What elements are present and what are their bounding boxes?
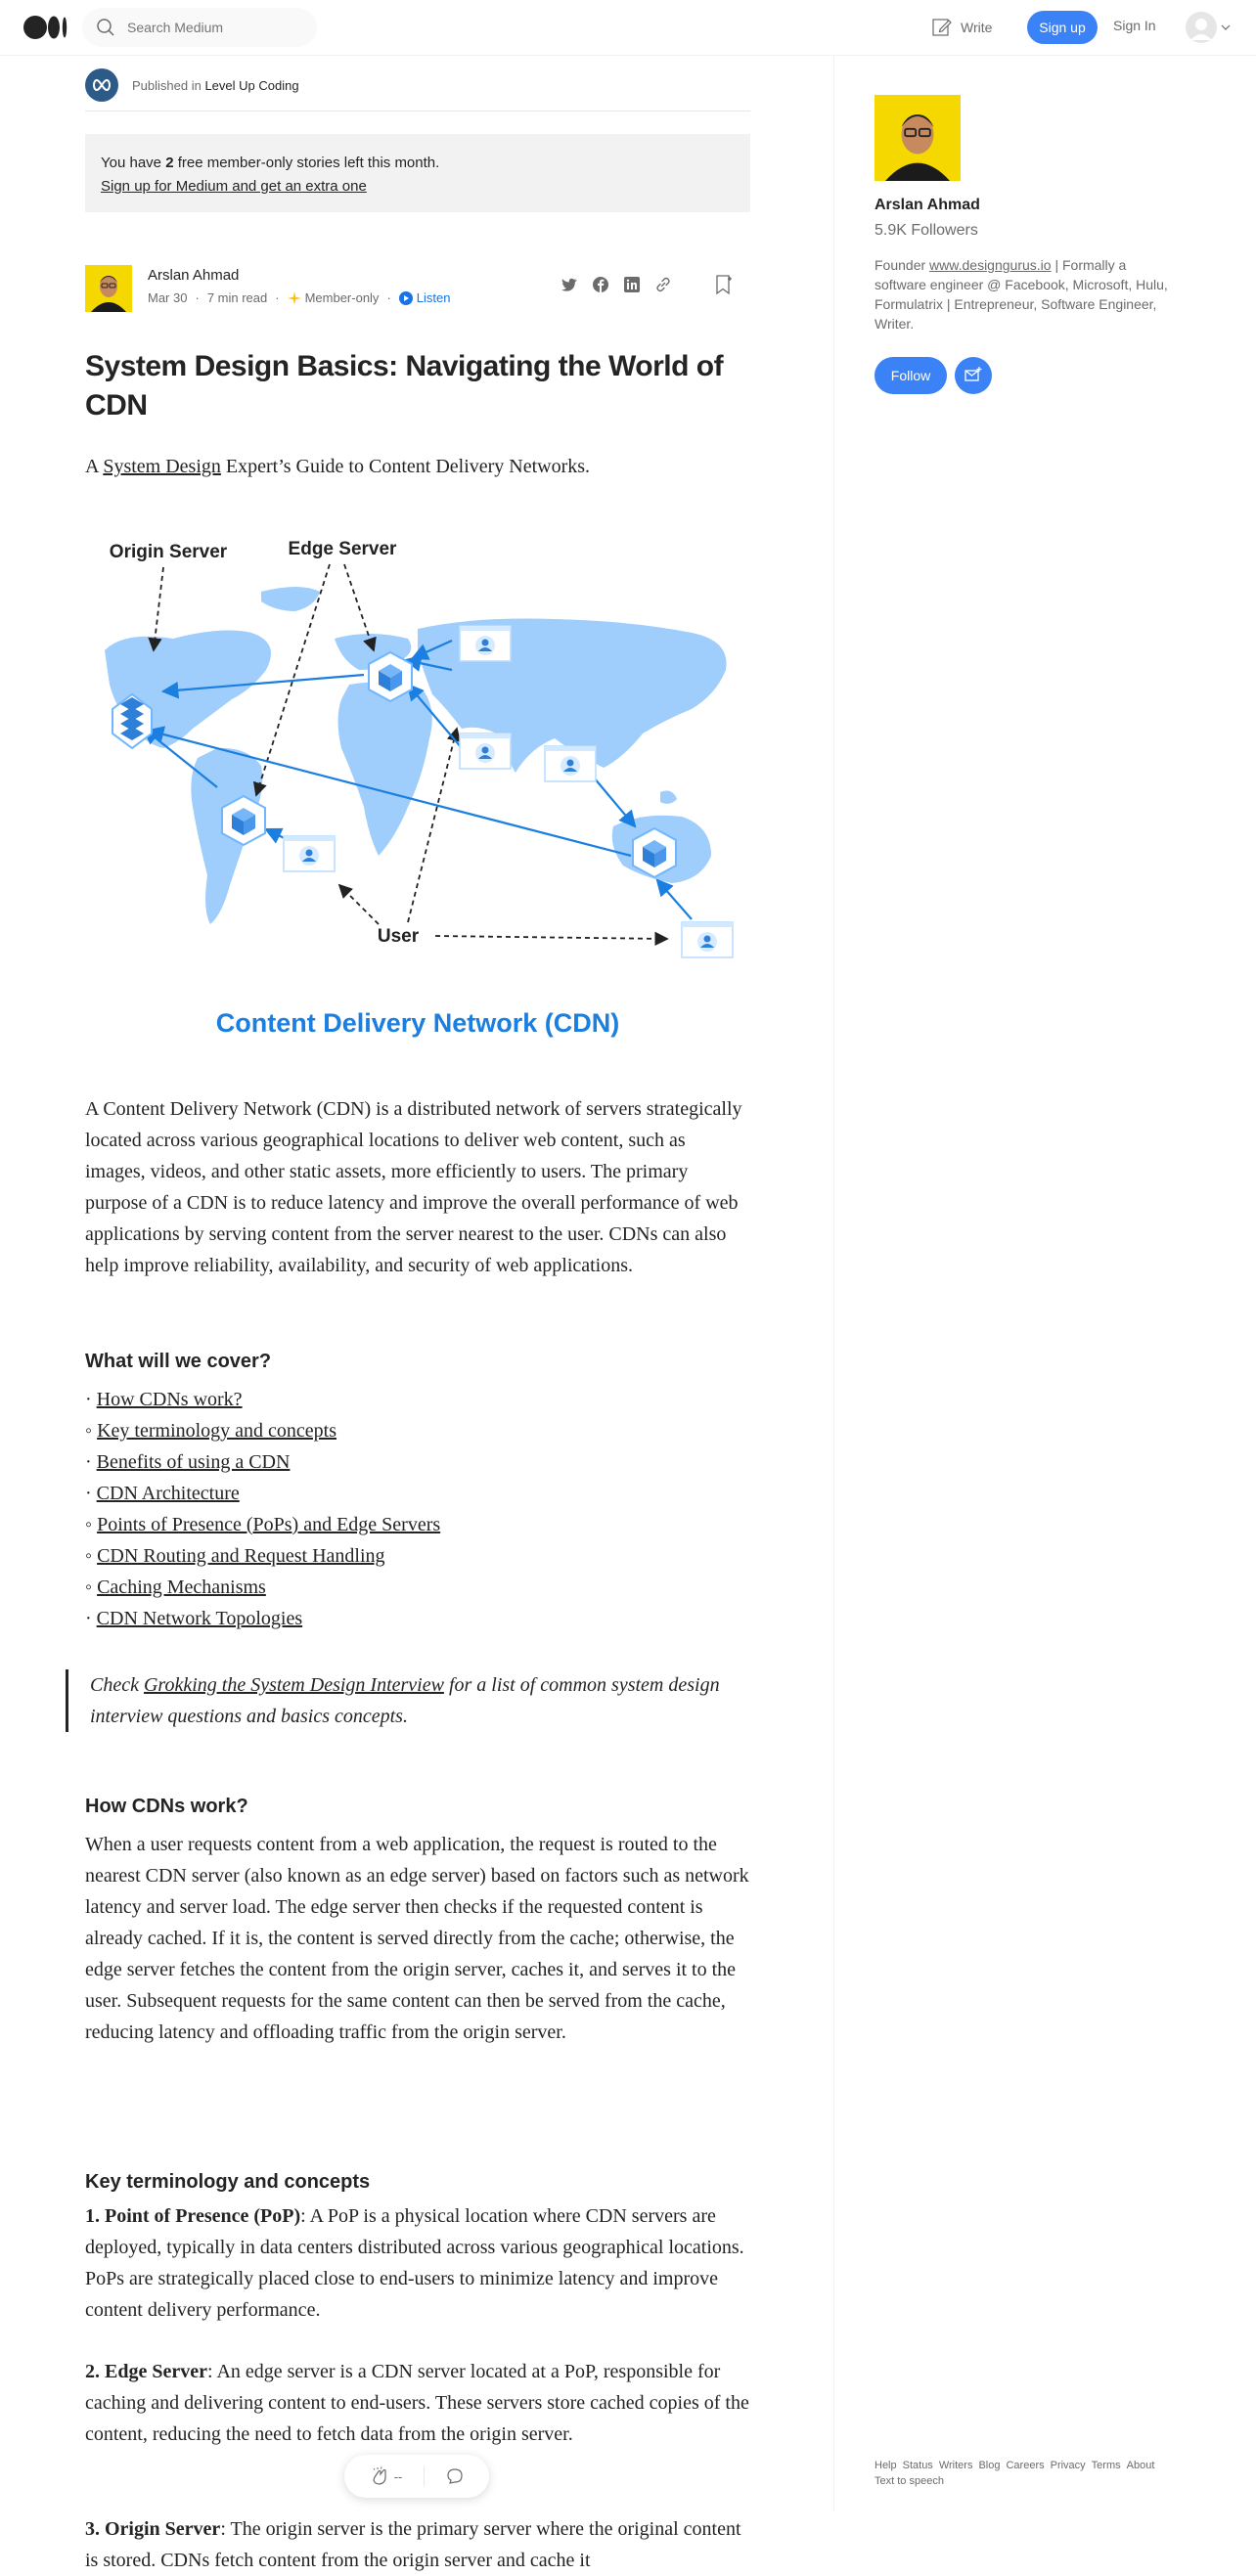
publish-date: Mar 30 (148, 290, 188, 305)
link-icon[interactable] (653, 275, 673, 294)
publication-logo[interactable] (85, 68, 118, 102)
cdn-diagram-figure (85, 523, 750, 1110)
footer-links (875, 2458, 1188, 2473)
world-map (105, 587, 727, 924)
write-icon (931, 17, 953, 38)
system-design-link[interactable]: System Design (103, 456, 221, 477)
origin-server-label: Origin Server (109, 542, 228, 562)
footer-link[interactable]: Writers (938, 2460, 973, 2471)
follow-button[interactable]: Follow (875, 357, 947, 394)
member-only-banner (85, 134, 750, 212)
pop-definition: : A PoP is a physical location where CDN servers are deployed, typically in data centers distributed across various geographical locations. PoPs are strategically placed close to end-users to minimize latency and improve content delivery performance. (85, 2205, 744, 2321)
user-window-icon (460, 733, 511, 769)
play-icon (399, 291, 413, 305)
intro-paragraph: A Content Delivery Network (CDN) is a distributed network of servers strategically located across various geographical locations to deliver web content, such as images, videos, and other static assets, more efficiently to users. The primary purpose of a CDN is to reduce latency and improve the overall performance of web applications by serving content from the server nearest to the user. CDNs can also help improve reliability, availability, and security of web applications. (85, 1098, 742, 1276)
toc-link[interactable]: Points of Presence (PoPs) and Edge Servers (97, 1514, 441, 1535)
edge-server-icon (369, 652, 412, 701)
toc-bullet: · (85, 1451, 92, 1473)
toc-bullet: · (85, 1389, 92, 1410)
section-heading-how: How CDNs work? (85, 1796, 248, 1817)
quote-text-a: Check (90, 1674, 144, 1696)
top-navigation-bar (0, 0, 1256, 56)
footer-link[interactable]: Help (875, 2460, 897, 2471)
pull-quote (66, 1669, 750, 1732)
toc-item (85, 1446, 750, 1478)
edge-server-label: Edge Server (288, 539, 397, 559)
read-time: 7 min read (206, 290, 268, 305)
user-label: User (377, 926, 420, 947)
table-of-contents (85, 1384, 750, 1634)
subscribe-email-button[interactable] (955, 357, 992, 394)
bio-text-a: Founder (875, 257, 930, 273)
edge-server-paragraph (85, 2356, 750, 2450)
sign-up-button[interactable]: Sign up (1027, 11, 1098, 44)
toc-item (85, 1415, 750, 1446)
mail-plus-icon (964, 366, 983, 385)
toc-link[interactable]: Key terminology and concepts (97, 1420, 337, 1442)
user-window-icon (682, 922, 733, 957)
footer-link[interactable]: Status (902, 2460, 933, 2471)
edge-server-icon (633, 828, 676, 877)
member-text-a: You have (101, 155, 166, 171)
sign-up-extra-link[interactable]: Sign up for Medium and get an extra one (101, 178, 367, 195)
search-input[interactable] (127, 8, 303, 47)
sidebar-footer (875, 2458, 1188, 2489)
clap-icon (369, 2465, 390, 2487)
bookmark-icon[interactable] (711, 273, 735, 296)
author-name[interactable]: Arslan Ahmad (148, 267, 240, 284)
facebook-icon[interactable] (591, 275, 610, 294)
toc-item (85, 1478, 750, 1509)
toc-item (85, 1384, 750, 1415)
origin-term: 3. Origin Server (85, 2518, 221, 2540)
edge-term: 2. Edge Server (85, 2361, 207, 2382)
linkedin-icon[interactable] (622, 275, 642, 294)
user-menu[interactable] (1186, 12, 1233, 43)
footer-link[interactable]: Terms (1091, 2460, 1121, 2471)
article-subtitle (85, 452, 750, 481)
write-label: Write (961, 20, 993, 35)
toc-link[interactable]: How CDNs work? (96, 1389, 243, 1410)
toc-link[interactable]: CDN Routing and Request Handling (97, 1545, 385, 1567)
member-only-badge (288, 290, 380, 305)
published-in-prefix: Published in (132, 77, 202, 93)
share-icons (560, 275, 673, 294)
user-window-icon (545, 746, 596, 781)
user-window-icon (460, 626, 511, 661)
search-box[interactable] (82, 8, 317, 47)
meta-separator: · (275, 290, 280, 305)
author-portrait-icon (875, 95, 961, 181)
twitter-icon[interactable] (560, 275, 579, 294)
user-pointer-arrow (435, 936, 667, 939)
listen-button[interactable] (399, 290, 451, 305)
sign-in-link[interactable]: Sign In (1113, 18, 1156, 33)
footer-link[interactable]: About (1126, 2460, 1155, 2471)
write-button[interactable] (931, 15, 992, 40)
sidebar-divider (833, 56, 834, 2511)
toc-item (85, 1603, 750, 1634)
publication-name-link[interactable]: Level Up Coding (204, 77, 299, 93)
published-in-text (132, 78, 299, 93)
author-byline (85, 265, 750, 314)
how-cdn-paragraph: When a user requests content from a web application, the request is routed to the nearest CDN server (also known as an edge server) based on factors such as network latency and server load. The edge server then checks if the requested content is already cached. If it is, the content is served directly from the cache; otherwise, the edge server fetches the content from the origin server, caches it, and serves it to the user. Subsequent requests for the same content can then be served from the cache, reducing latency and offloading traffic from the origin server. (85, 1834, 749, 2043)
member-only-label: Member-only (304, 290, 380, 305)
subtitle-text-a: A (85, 456, 104, 477)
stories-left-count: 2 (165, 155, 174, 171)
edge-server-icon (222, 796, 265, 845)
toc-link[interactable]: CDN Network Topologies (96, 1608, 303, 1629)
person-icon (1186, 12, 1217, 43)
medium-logo[interactable] (23, 15, 68, 40)
toc-bullet: ◦ (85, 1420, 93, 1442)
article-meta (148, 290, 450, 305)
pop-term: 1. Point of Presence (PoP) (85, 2205, 301, 2227)
origin-definition: : The origin server is the primary server where the original content is stored. CDNs fetch content from the origin server and cache it (85, 2518, 741, 2571)
follower-count[interactable]: 5.9K Followers (875, 222, 978, 239)
toc-bullet: · (85, 1483, 92, 1504)
user-pointer-arrow (339, 885, 379, 924)
designgurus-link[interactable]: www.designgurus.io (929, 257, 1052, 273)
figure-caption: Content Delivery Network (CDN) (215, 1008, 620, 1038)
sidebar-author-name[interactable]: Arslan Ahmad (875, 197, 980, 213)
author-portrait-icon (85, 265, 132, 312)
author-bio (875, 255, 1178, 333)
chevron-down-icon (1221, 22, 1231, 32)
member-text-b: free member-only stories left this month. (173, 155, 440, 171)
search-icon (96, 18, 115, 37)
meta-separator: · (386, 290, 391, 305)
toc-item (85, 1509, 750, 1540)
toc-bullet: ◦ (85, 1514, 93, 1535)
section-heading-cover: What will we cover? (85, 1351, 272, 1372)
toc-link[interactable]: Caching Mechanisms (97, 1577, 266, 1598)
toc-item (85, 1572, 750, 1603)
author-avatar[interactable] (85, 265, 132, 312)
footer-link[interactable]: Privacy (1050, 2460, 1086, 2471)
text-to-speech-link[interactable]: Text to speech (875, 2475, 944, 2487)
subtitle-text-b: Expert’s Guide to Content Delivery Networks. (220, 456, 591, 477)
comment-icon[interactable] (445, 2466, 465, 2486)
listen-label: Listen (416, 290, 451, 305)
footer-link[interactable]: Blog (978, 2460, 1001, 2471)
toc-item (85, 1540, 750, 1572)
user-window-icon (284, 836, 335, 871)
user-avatar (1186, 12, 1217, 43)
section-heading-terminology: Key terminology and concepts (85, 2171, 371, 2193)
floating-action-bar (344, 2455, 489, 2498)
star-icon (288, 291, 301, 305)
pop-paragraph (85, 2200, 750, 2326)
clap-count: -- (393, 2468, 403, 2484)
member-banner-text (101, 152, 735, 175)
edge-definition: : An edge server is a CDN server located at a PoP, responsible for caching and delivering content to end-users. These servers store cached copies of the content, reducing the need to fetch data from the origin server. (85, 2361, 749, 2445)
bar-divider (424, 2466, 425, 2486)
toc-bullet: ◦ (85, 1545, 93, 1567)
publication-line (85, 68, 299, 102)
meta-separator: · (195, 290, 200, 305)
origin-server-paragraph (85, 2513, 750, 2576)
toc-link[interactable]: CDN Architecture (96, 1483, 240, 1504)
user-to-edge-arrow (657, 880, 692, 919)
article-title: System Design Basics: Navigating the World of CDN (85, 350, 724, 422)
toc-bullet: ◦ (85, 1577, 93, 1598)
infinity-icon (91, 78, 112, 92)
sidebar-author-avatar[interactable] (875, 95, 961, 181)
clap-button[interactable] (369, 2465, 403, 2487)
quote-text-b: for a list of common system design interview questions and basics concepts. (90, 1674, 720, 1727)
toc-bullet: · (85, 1608, 92, 1629)
footer-link[interactable]: Careers (1006, 2460, 1045, 2471)
bio-text-b: | Formally a software engineer @ Facebook, Microsoft, Hulu, Formulatrix | Entrepreneur, Software Engineer, Writer. (875, 257, 1168, 332)
grokking-link[interactable]: Grokking the System Design Interview (143, 1674, 444, 1696)
toc-link[interactable]: Benefits of using a CDN (96, 1451, 291, 1473)
user-to-edge-arrow (594, 777, 635, 826)
